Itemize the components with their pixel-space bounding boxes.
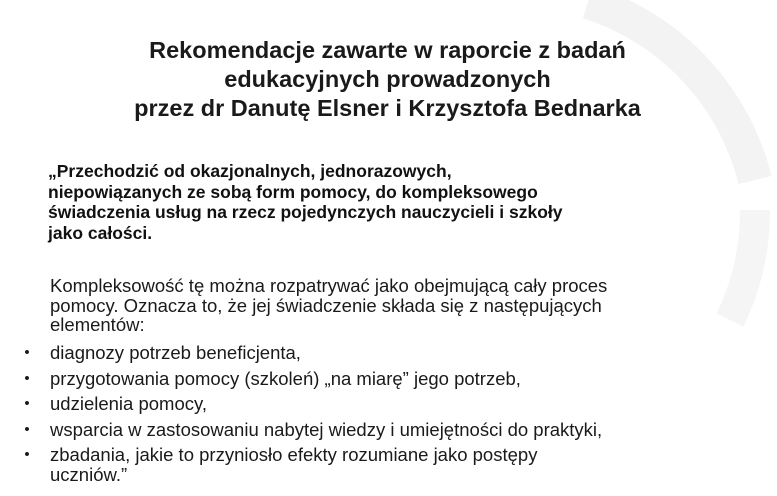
bullet-icon: • <box>24 395 30 412</box>
quote-block <box>48 161 748 243</box>
list-item <box>0 420 777 440</box>
body-paragraph <box>50 276 760 335</box>
bullet-icon: • <box>24 344 30 361</box>
list-item-text: wsparcia w zastosowaniu nabytej wiedzy i umiejętności do praktyki, <box>50 418 603 440</box>
bullet-icon: • <box>24 446 30 463</box>
list-item <box>0 445 777 484</box>
bullet-list <box>0 343 777 484</box>
paragraph-line: elementów: <box>50 314 145 335</box>
title-line: Rekomendacje zawarte w raporcie z badań <box>149 37 626 63</box>
list-item <box>0 394 777 414</box>
title-line: edukacyjnych prowadzonych <box>224 66 551 92</box>
slide-title <box>60 36 715 123</box>
list-item-text: diagnozy potrzeb beneficjenta, <box>50 342 301 363</box>
paragraph-line: pomocy. Oznacza to, że jej świadczenie składa się z następujących <box>50 294 602 316</box>
list-item-text: udzielenia pomocy, <box>50 393 207 414</box>
list-item <box>0 369 777 389</box>
paragraph-line: Kompleksowość tę można rozpatrywać jako obejmującą cały proces <box>50 275 608 296</box>
list-item-text: przygotowania pomocy (szkoleń) „na miarę” jego potrzeb, <box>50 367 521 389</box>
bullet-icon: • <box>24 420 30 438</box>
quote-line: świadczenia usług na rzecz pojedynczych nauczycieli i szkoły <box>48 202 563 222</box>
list-item-text: uczniów.” <box>50 463 128 485</box>
list-item-text: zbadania, jakie to przyniosło efekty rozumiane jako postępy <box>50 444 538 465</box>
list-item <box>0 343 777 363</box>
quote-line: jako całości. <box>48 222 153 243</box>
title-line: przez dr Danutę Elsner i Krzysztofa Bednarka <box>134 95 641 121</box>
quote-line: „Przechodzić od okazjonalnych, jednorazowych, <box>48 161 452 181</box>
bullet-icon: • <box>24 369 30 387</box>
quote-line: niepowiązanych ze sobą form pomocy, do kompleksowego <box>48 181 538 202</box>
